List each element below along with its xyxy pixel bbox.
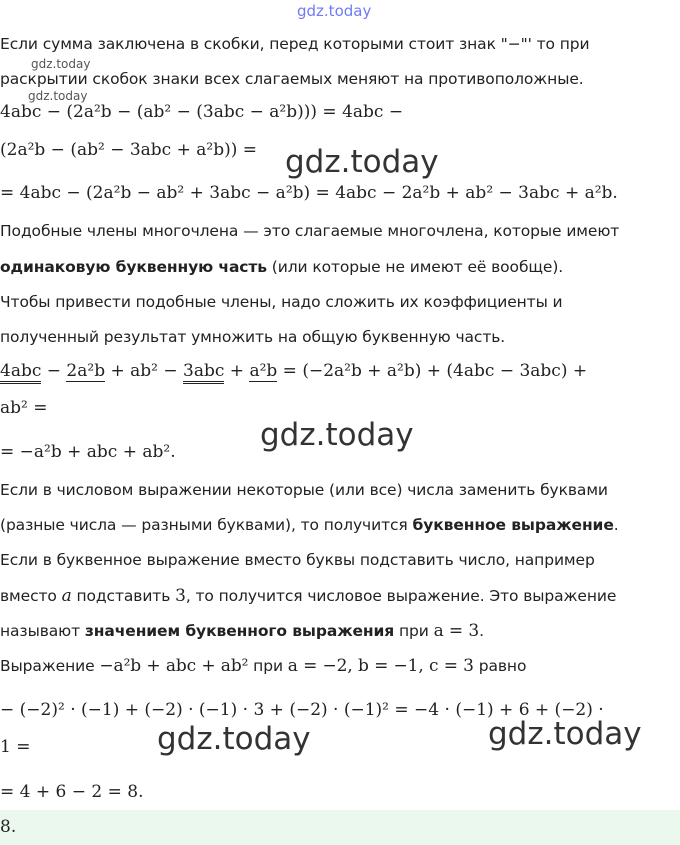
rule-text: Подобные члены многочлена — это слагаемые многочлена, которые имеют: [0, 222, 620, 240]
watermark-small: gdz.today: [31, 57, 91, 71]
underlined-term: 3abc: [183, 361, 224, 384]
answer-box: [0, 810, 680, 845]
rule-text: Если сумма заключена в скобки, перед которыми стоит знак "−"' то при: [0, 35, 590, 53]
rule-text-part: (разные числа — разными буквами), то получится: [0, 516, 413, 534]
watermark: gdz.today: [488, 716, 642, 752]
math-line: [0, 361, 587, 381]
math-op: +: [224, 361, 250, 381]
rule-text: Если в буквенное выражение вместо буквы подставить число, например: [0, 551, 595, 569]
rule-text: [0, 516, 619, 534]
rule-text-part: называют: [0, 622, 85, 640]
watermark: gdz.today: [157, 721, 311, 757]
rule-text-part: Выражение: [0, 657, 100, 675]
math-num: 3: [175, 586, 186, 606]
rule-text-part: вместо: [0, 587, 62, 605]
math-inline: −a²b + abc + ab²: [99, 656, 249, 676]
math-line: = 4abc − (2a²b − ab² + 3abc − a²b) = 4abc − 2a²b + ab² − 3abc + a²b.: [0, 183, 618, 203]
answer-value: 8.: [0, 817, 17, 837]
underlined-term: 4abc: [0, 361, 41, 384]
watermark-top: gdz.today: [297, 2, 372, 20]
math-line: (2a²b − (ab² − 3abc + a²b)) =: [0, 140, 258, 160]
rule-text-part: равно: [473, 657, 527, 675]
bold-term: значением буквенного выражения: [84, 622, 395, 640]
rule-text: Чтобы привести подобные члены, надо сложить их коэффициенты и: [0, 293, 563, 311]
bold-term: буквенное выражение: [412, 516, 614, 534]
rule-text: [0, 586, 616, 606]
rule-text: раскрытии скобок знаки всех слагаемых меняют на противоположные.: [0, 70, 584, 88]
rule-text: [0, 656, 526, 676]
rule-text: [0, 258, 563, 276]
rule-text-part: при: [248, 657, 288, 675]
bold-term: одинаковую буквенную часть: [0, 258, 267, 276]
math-var: a: [61, 586, 72, 606]
math-line: 1 =: [0, 737, 31, 757]
math-line: − (−2)² · (−1) + (−2) · (−1) · 3 + (−2) · (−1)² = −4 · (−1) + 6 + (−2) ·: [0, 700, 604, 720]
math-inline: a = 3: [433, 621, 480, 641]
rule-text-part: .: [613, 516, 619, 534]
math-inline: a = −2, b = −1, c = 3: [287, 656, 474, 676]
math-line: 4abc − (2a²b − (ab² − (3abc − a²b))) = 4abc −: [0, 102, 404, 122]
math-line: ab² =: [0, 398, 48, 418]
rule-text-rest: (или которые не имеют её вообще).: [266, 258, 564, 276]
watermark: gdz.today: [285, 144, 439, 180]
rule-text: полученный результат умножить на общую буквенную часть.: [0, 328, 506, 346]
watermark-small: gdz.today: [28, 89, 88, 103]
math-line: = 4 + 6 − 2 = 8.: [0, 782, 144, 802]
rule-text-part: при: [394, 622, 434, 640]
math-op: −: [41, 361, 67, 381]
watermark: gdz.today: [260, 417, 414, 453]
underlined-term: 2a²b: [66, 361, 106, 381]
underlined-term: a²b: [249, 361, 278, 381]
rule-text-part: .: [479, 622, 484, 640]
math-op: + ab² −: [105, 361, 184, 381]
math-rest: = (−2a²b + a²b) + (4abc − 3abc) +: [277, 361, 588, 381]
math-line: = −a²b + abc + ab².: [0, 442, 176, 462]
rule-text: [0, 621, 484, 641]
rule-text: Если в числовом выражении некоторые (или все) числа заменить буквами: [0, 481, 608, 499]
rule-text-part: подставить: [71, 587, 176, 605]
rule-text-part: , то получится числовое выражение. Это выражение: [185, 587, 617, 605]
